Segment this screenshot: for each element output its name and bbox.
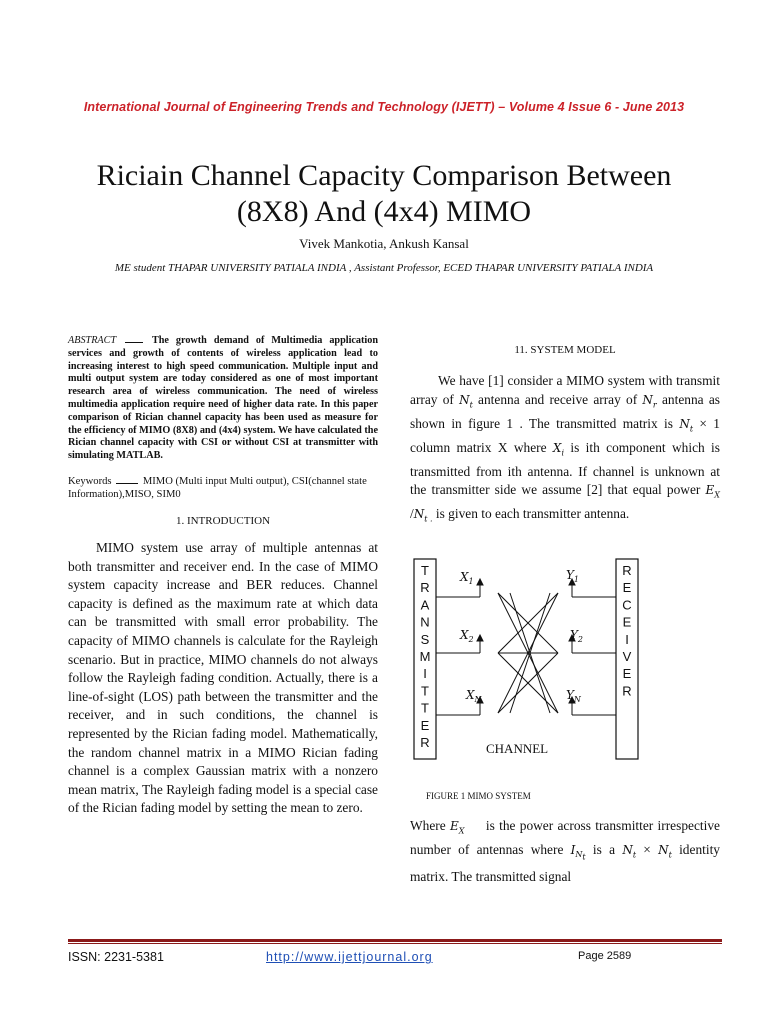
footer-rule-thin bbox=[68, 943, 722, 944]
yn-label: $Y_N$ bbox=[566, 688, 581, 705]
transmitter-letter-0: T bbox=[421, 563, 429, 579]
receiver-letter-4: I bbox=[625, 631, 629, 647]
transmitter-letter-1: R bbox=[420, 580, 430, 596]
where-e: identity matrix. The transmitted signal bbox=[410, 842, 721, 884]
receiver-letter-7: R bbox=[622, 683, 632, 699]
sm-text-b: antenna and receive array of bbox=[472, 391, 643, 407]
math-nn-2: $N_t$ bbox=[658, 843, 672, 860]
receiver-letter-0: R bbox=[622, 563, 632, 579]
authors: Vivek Mankotia, Ankush Kansal bbox=[299, 236, 469, 251]
abstract-label: ABSTRACT bbox=[68, 335, 117, 346]
receiver-letter-2: C bbox=[622, 597, 632, 613]
transmitter-letter-8: T bbox=[421, 700, 429, 716]
math-nt-3: $N_{t .}$ bbox=[413, 507, 433, 524]
y2-label: $Y_2$ bbox=[570, 628, 584, 645]
system-model-heading: 11. SYSTEM MODEL bbox=[514, 344, 616, 356]
keywords-text: MIMO (Multi input Multi output), CSI(channel state Information),MISO, SIM0 bbox=[68, 475, 367, 500]
transmitter-letter-4: S bbox=[420, 631, 430, 647]
footer-rule-thick bbox=[68, 939, 722, 942]
math-ex-2: $E_X$ bbox=[449, 819, 465, 836]
title-line-1: Riciain Channel Capacity Comparison Between bbox=[96, 159, 672, 192]
where-d: × bbox=[636, 842, 659, 858]
sm-text-d: × 1 column matrix X where bbox=[410, 415, 720, 455]
abstract-dash bbox=[125, 334, 143, 343]
channel-label: CHANNEL bbox=[486, 741, 549, 757]
transmitter-letter-6: I bbox=[423, 666, 427, 682]
math-int: $I_{N_t}$ bbox=[570, 843, 586, 863]
antenna-lines bbox=[436, 579, 616, 715]
math-nt-2: $N_t$ bbox=[679, 416, 694, 433]
sm-text-a: We have [1] consider a MIMO system with transmit array of bbox=[410, 373, 720, 407]
transmitter-letter-9: E bbox=[420, 717, 430, 733]
math-ex: $E_X$ bbox=[705, 483, 720, 500]
sm-text-g: is given to each transmitter antenna. bbox=[432, 506, 630, 522]
x2-label: $X_2$ bbox=[460, 628, 474, 645]
intro-text: MIMO system use array of multiple antennas at both transmitter and receiver end. In the case of MIMO system capacity increase and BER reduces. Channel capacity is defined as the maximum rate at which data can be transmitted with small error probability. The capacity of MIMO channels is calculate for the Rayleigh scenario. But in practice, MIMO channels do not always follow the Rayleigh fading condition. Actually, there is a line-of-sight (LOS) path between the transmitter and the receiver, and in such conditions, the channel is represented by the Rician fading model. Mathematically, the random channel matrix in a MIMO Rician fading channel is a complex Gaussian matrix with a nonzero mean matrix, The Rayleigh fading model is a special case of the Rician fading model by setting the mean to zero. bbox=[68, 539, 378, 816]
footer-issn: ISSN: 2231-5381 bbox=[68, 950, 164, 964]
transmitter-letter-2: A bbox=[420, 597, 430, 613]
sm-text-f: / bbox=[410, 506, 414, 522]
where-c: is a bbox=[585, 842, 623, 858]
receiver-letter-1: E bbox=[622, 580, 632, 596]
math-nn: $N_t$ bbox=[622, 843, 637, 860]
sm-text-c: antenna as shown in figure 1 . The transmitted matrix is bbox=[410, 391, 720, 431]
x1-label: $X_1$ bbox=[460, 570, 474, 587]
journal-header: International Journal of Engineering Trends and Technology (IJETT) – Volume 4 Issue 6 - June 2013 bbox=[83, 100, 685, 114]
math-nr: $N_r$ bbox=[642, 392, 657, 409]
keywords bbox=[68, 475, 378, 501]
left-column bbox=[68, 334, 378, 818]
math-nt: $N_t$ bbox=[459, 392, 473, 409]
paper-title bbox=[60, 158, 708, 230]
mimo-system-figure bbox=[410, 553, 720, 783]
mimo-diagram bbox=[410, 553, 720, 783]
receiver-letter-6: E bbox=[622, 666, 632, 682]
transmitter-letter-7: T bbox=[421, 683, 429, 699]
figure-caption: FIGURE 1 MIMO SYSTEM bbox=[426, 791, 531, 802]
where-paragraph bbox=[410, 817, 720, 886]
y1-label: $Y_1$ bbox=[566, 568, 580, 585]
channel-paths bbox=[498, 593, 558, 713]
math-xi: $X_i$ bbox=[552, 440, 565, 457]
transmitter-letter-5: M bbox=[419, 649, 431, 665]
keywords-label: Keywords bbox=[68, 475, 112, 487]
system-model-text bbox=[410, 372, 720, 529]
receiver-letter-5: V bbox=[622, 649, 632, 665]
sm-text-e: is ith component which is transmitted from ith antenna. If channel is unknown at the transmitter side we assume [2] that equal power bbox=[410, 439, 720, 498]
transmitter-letter-10: R bbox=[420, 735, 430, 751]
receiver-letter-3: E bbox=[622, 614, 632, 630]
transmitter-letter-3: N bbox=[420, 614, 430, 630]
abstract-text: The growth demand of Multimedia application services and growth of contents of wireless application lead to increasing interest to high speed communication. Multiple input and multi output system are today considered as one of most important research area of wireless communication. The need of wireless multimedia application require need of higher data rate. In this paper comparison of Rician channel capacity has been used as measure for the efficiency of MIMO (8X8) and (4x4) system. We have calculated the Rician channel capacity with CSI or without CSI at transmitter with simulating MATLAB. bbox=[68, 335, 379, 462]
keywords-dash bbox=[116, 475, 138, 484]
footer-url-link[interactable]: http://www.ijettjournal.org bbox=[266, 950, 433, 964]
footer-page-number: Page 2589 bbox=[578, 950, 632, 962]
affiliation: ME student THAPAR UNIVERSITY PATIALA INDIA , Assistant Professor, ECED THAPAR UNIVERSITY PATIALA INDIA bbox=[114, 262, 654, 274]
intro-heading: 1. INTRODUCTION bbox=[175, 514, 271, 527]
xn-label: $X_N$ bbox=[466, 688, 482, 705]
footer bbox=[68, 950, 722, 966]
where-a: Where bbox=[410, 818, 450, 834]
abstract bbox=[68, 334, 378, 463]
title-line-2: (8X8) And (4x4) MIMO bbox=[236, 195, 532, 228]
right-column bbox=[410, 344, 720, 886]
where-b: is the power across transmitter irrespective number of antennas where bbox=[410, 818, 720, 858]
